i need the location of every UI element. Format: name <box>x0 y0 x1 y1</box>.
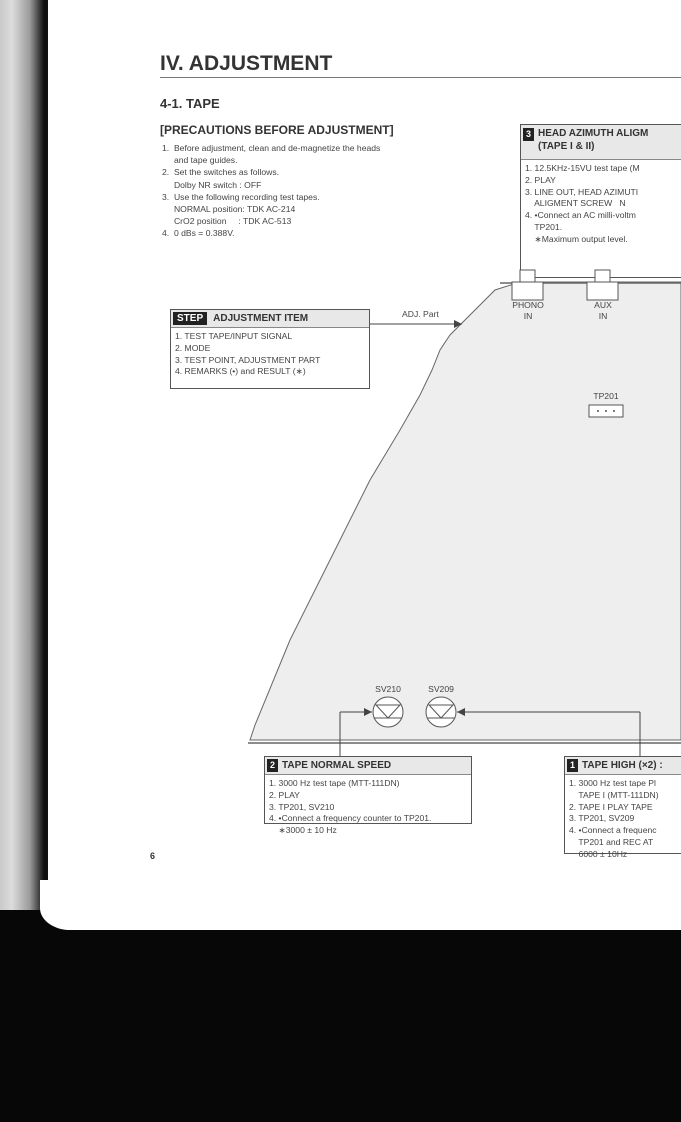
box-line: TP201. <box>525 221 563 232</box>
precaution-line: 2. Set the switches as follows. <box>162 167 280 178</box>
legend-line: 3. TEST POINT, ADJUSTMENT PART <box>175 354 321 365</box>
phono-label-line: PHONO <box>512 300 544 310</box>
step-number: 3 <box>523 128 534 141</box>
tape-normal-speed-header <box>265 757 471 775</box>
box-line: 4. •Connect an AC milli-voltm <box>525 210 636 221</box>
sv209-trimmer <box>426 697 456 727</box>
box-line: TAPE I (MTT-111DN) <box>569 789 659 800</box>
box-line: 2. TAPE I PLAY TAPE <box>569 801 653 812</box>
precautions-heading: [PRECAUTIONS BEFORE ADJUSTMENT] <box>160 123 394 137</box>
box-line: TP201 and REC AT <box>569 836 654 847</box>
tp201-label: TP201 <box>593 391 619 401</box>
precaution-line: 1. Before adjustment, clean and de-magnetize the heads <box>162 143 381 153</box>
sv210-trimmer <box>373 697 403 727</box>
aux-jack <box>587 270 618 300</box>
box-line: 2. PLAY <box>269 789 300 800</box>
phono-in-label <box>510 300 546 322</box>
box-line: 1. 3000 Hz test tape Pl <box>569 778 656 788</box>
step-number: 2 <box>267 759 278 772</box>
adj-part-label: ADJ. Part <box>402 309 439 319</box>
legend-line: 4. REMARKS (•) and RESULT (∗) <box>175 366 306 377</box>
page-number: 6 <box>150 851 156 861</box>
phono-label-line: IN <box>523 311 533 321</box>
aux-label-line: IN <box>598 311 608 321</box>
precaution-line: Dolby NR switch : OFF <box>162 179 262 190</box>
legend-box <box>170 309 370 389</box>
box-line: ALIGMENT SCREW N <box>525 198 626 209</box>
precaution-line: CrO2 position : TDK AC-513 <box>162 216 292 227</box>
aux-label-line: AUX <box>594 300 612 310</box>
box-line: 4. •Connect a frequency counter to TP201. <box>269 813 432 824</box>
sv209-label: SV209 <box>428 684 454 694</box>
box-line: 2. PLAY <box>525 174 556 185</box>
precaution-line: 4. 0 dBs = 0.388V. <box>162 228 235 239</box>
aux-in-label <box>585 300 621 322</box>
legend-title: ADJUSTMENT ITEM <box>213 313 309 324</box>
phono-jack <box>512 270 543 300</box>
box-line: 4. •Connect a frequenc <box>569 825 657 836</box>
tape-high-title: TAPE HIGH (×2) : <box>582 760 663 771</box>
legend-step: STEP <box>173 312 207 325</box>
tape-high-header <box>565 757 681 775</box>
tape-high-lines <box>565 775 681 864</box>
tp201-connector <box>589 405 623 417</box>
box-line: 3. TP201, SV210 <box>269 801 335 812</box>
legend-lines <box>171 328 369 381</box>
section-title: IV. ADJUSTMENT <box>160 52 333 75</box>
precaution-line: NORMAL position: TDK AC-214 <box>162 204 296 215</box>
sv210-label: SV210 <box>375 684 401 694</box>
box-line: 3. LINE OUT, HEAD AZIMUTI <box>525 186 639 197</box>
tape-high-box <box>564 756 681 859</box>
head-azimuth-subtitle: (TAPE I & II) <box>538 141 595 152</box>
precaution-line: 3. Use the following recording test tapes. <box>162 191 320 202</box>
tape-normal-speed-box <box>264 756 472 836</box>
box-line: 6000 ± 10Hz <box>569 848 628 859</box>
tape-normal-speed-lines <box>265 775 471 840</box>
precaution-line: and tape guides. <box>162 155 238 166</box>
legend-line: 2. MODE <box>175 342 211 353</box>
step-number: 1 <box>567 759 578 772</box>
box-line: ∗3000 ± 10 Hz <box>269 825 337 836</box>
box-line: 1. 3000 Hz test tape (MTT-111DN) <box>269 778 400 788</box>
tape-normal-speed-title: TAPE NORMAL SPEED <box>282 760 392 771</box>
box-line: 3. TP201, SV209 <box>569 813 635 824</box>
legend-header <box>171 310 369 328</box>
box-line: 1. 12.5KHz-15VU test tape (M <box>525 163 640 173</box>
box-line: ∗Maximum output level. <box>525 233 628 244</box>
head-azimuth-title: HEAD AZIMUTH ALIGM <box>538 128 649 139</box>
section-subtitle: 4-1. TAPE <box>160 96 220 111</box>
legend-line: 1. TEST TAPE/INPUT SIGNAL <box>175 331 293 341</box>
